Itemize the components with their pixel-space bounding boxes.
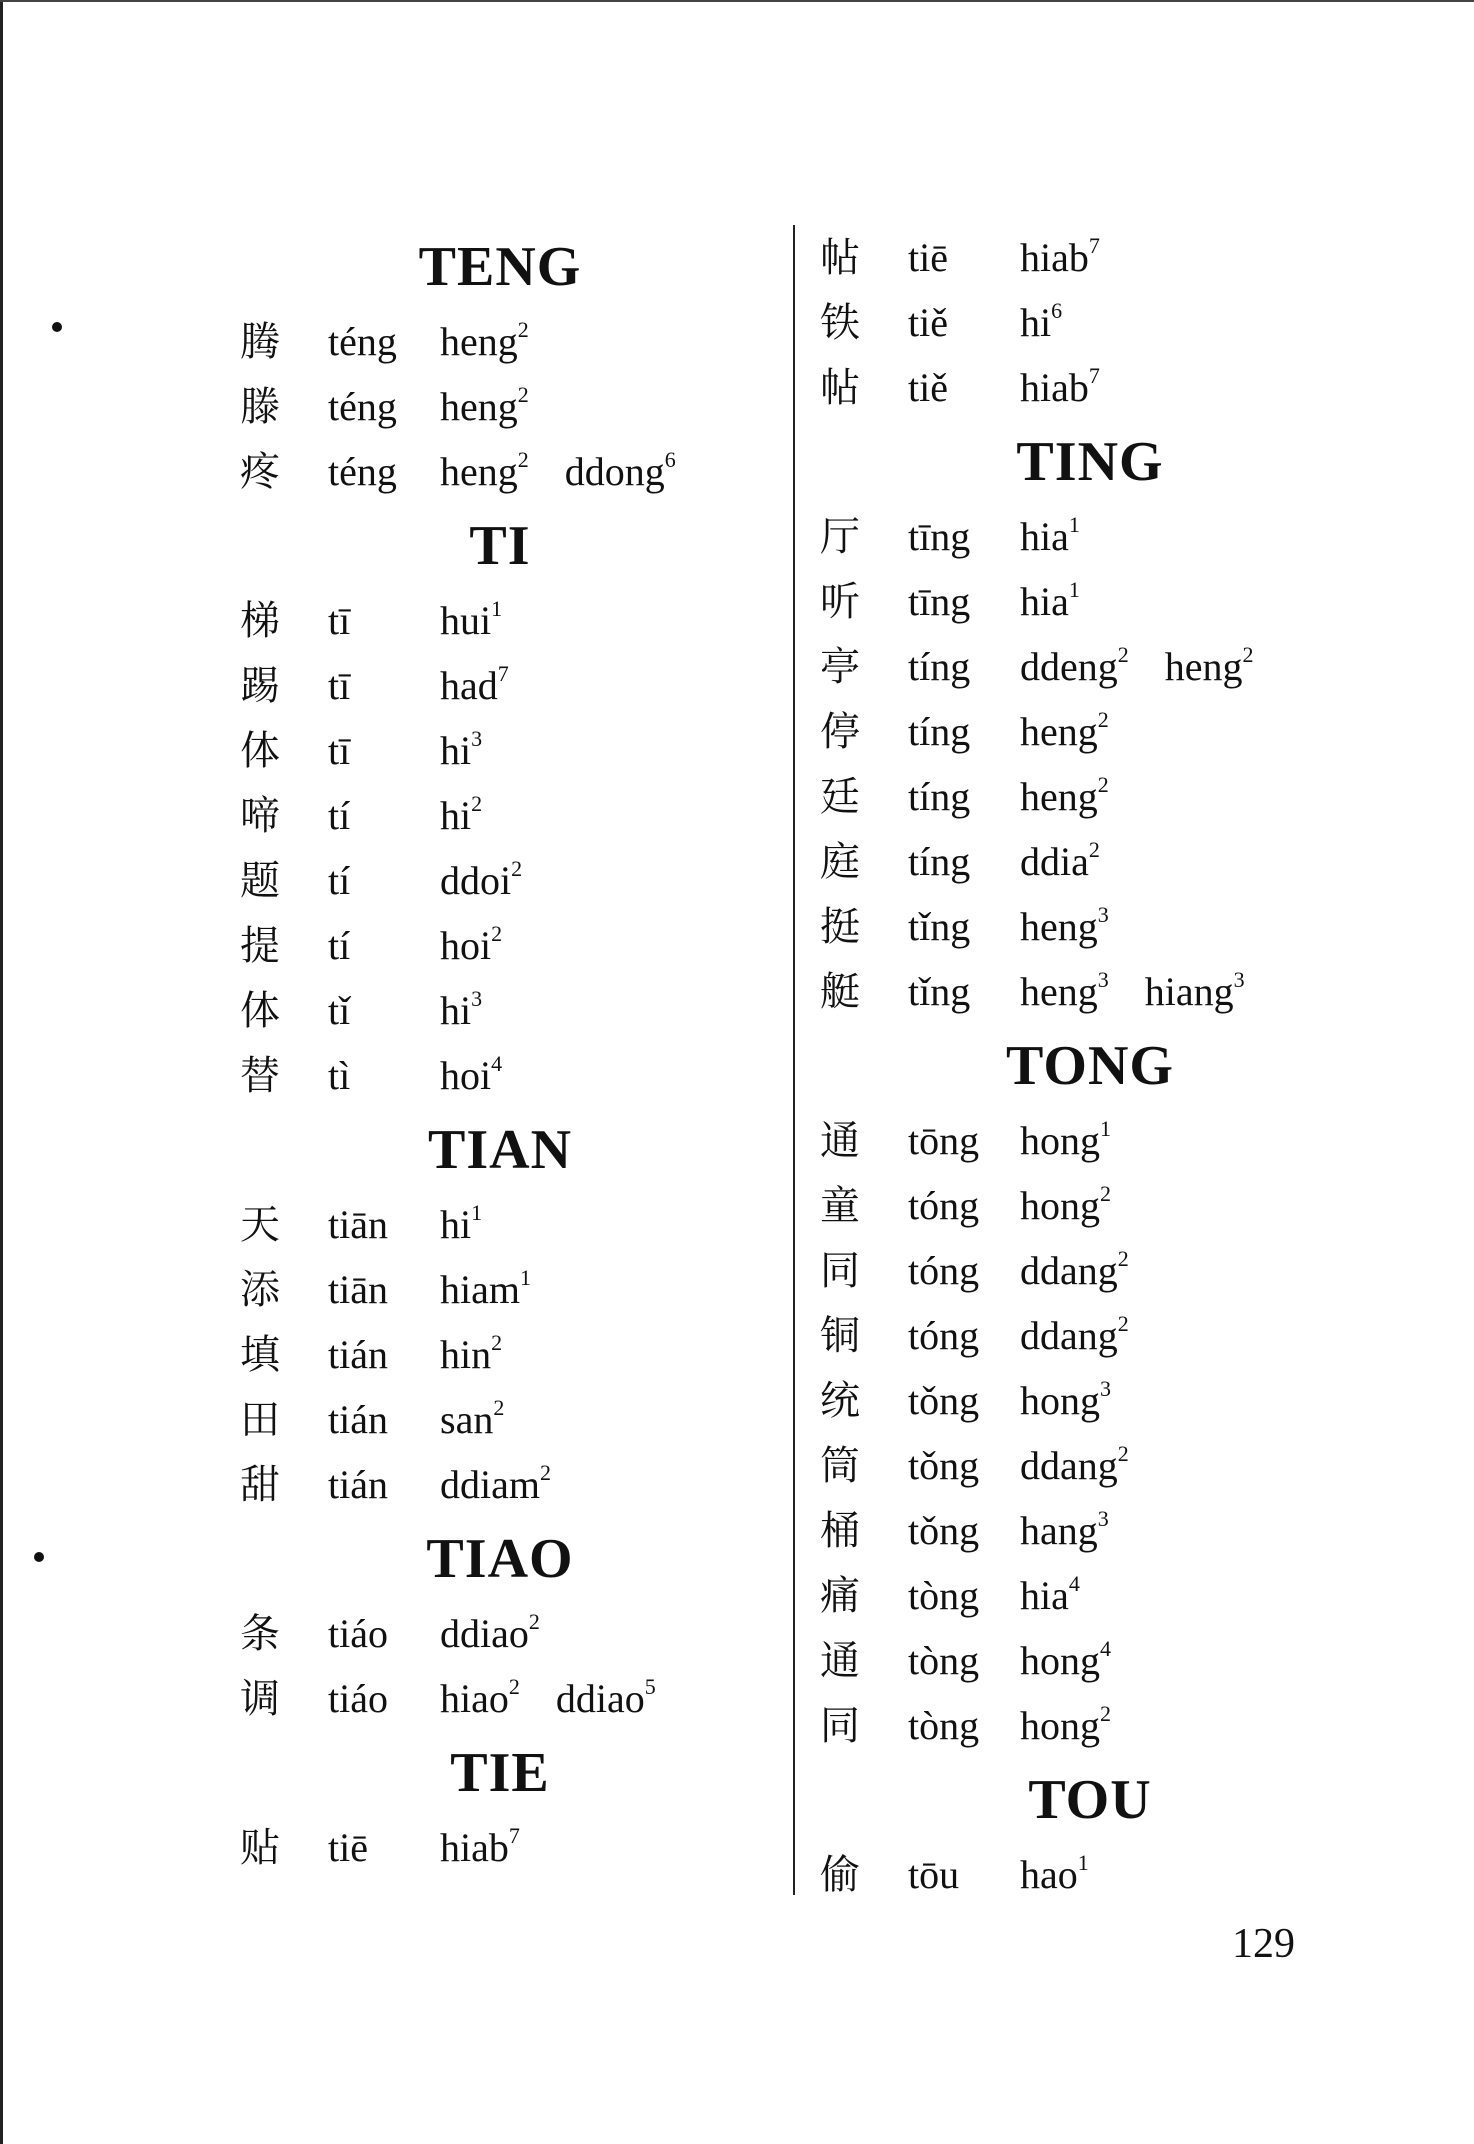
column-divider: [793, 225, 795, 1895]
dialect-reading: [1020, 699, 1109, 764]
tone-number: 2: [517, 382, 529, 407]
dialect-reading: [440, 978, 482, 1043]
dictionary-entry: [820, 1693, 1360, 1758]
dialect-reading: [1020, 1842, 1089, 1907]
dialect-reading: [1020, 225, 1100, 290]
reading-text: hin: [440, 1332, 492, 1377]
hanzi-character: 听: [820, 579, 860, 625]
hanzi-character: 啼: [240, 793, 280, 839]
tone-number: 2: [471, 791, 483, 816]
dialect-reading: [1020, 1498, 1109, 1563]
hanzi-character: 痛: [820, 1573, 860, 1619]
pinyin-reading: tiē: [328, 1825, 368, 1870]
pinyin-reading: tiě: [908, 300, 948, 345]
dialect-reading: [1020, 1693, 1111, 1758]
hanzi-character: 亭: [820, 644, 860, 690]
hanzi-character: 天: [240, 1202, 280, 1248]
dictionary-entry: [240, 913, 760, 978]
dialect-reading: [440, 783, 482, 848]
pinyin-reading: tíng: [908, 709, 971, 754]
section-header: TENG: [418, 236, 582, 298]
dialect-reading: [440, 1452, 551, 1517]
reading-text: hang: [1020, 1508, 1098, 1553]
tone-number: 7: [1088, 233, 1100, 258]
dictionary-entry: [820, 290, 1360, 355]
hanzi-character: 贴: [240, 1825, 280, 1871]
pinyin-reading: tīng: [908, 579, 971, 624]
dictionary-entry: [240, 374, 760, 439]
section-header: TIE: [450, 1742, 550, 1804]
reading-text: had: [440, 663, 498, 708]
dialect-reading: [1020, 569, 1080, 634]
tone-number: 2: [539, 1460, 551, 1485]
dictionary-entry: [820, 1368, 1360, 1433]
tone-number: 4: [1068, 1571, 1080, 1596]
dictionary-entry: [820, 1303, 1360, 1368]
dialect-reading: [1020, 290, 1062, 355]
hanzi-character: 铜: [820, 1313, 860, 1359]
dialect-reading: [440, 1601, 540, 1666]
pinyin-reading: tī: [328, 598, 351, 643]
dictionary-entry: [240, 1815, 760, 1880]
dialect-reading: [440, 913, 502, 978]
tone-number: 2: [511, 856, 523, 881]
pinyin-reading: tiě: [908, 365, 948, 410]
dictionary-entry: [820, 569, 1360, 634]
hanzi-character: 偷: [820, 1852, 860, 1898]
dialect-reading: [440, 1192, 482, 1257]
hanzi-character: 桶: [820, 1508, 860, 1554]
reading-text: hi: [440, 988, 472, 1033]
reading-text: hia: [1020, 1573, 1069, 1618]
left-column: [240, 225, 760, 1880]
dialect-reading: [440, 653, 509, 718]
tone-number: 3: [1233, 967, 1245, 992]
tone-number: 7: [1088, 363, 1100, 388]
pinyin-reading: tǐng: [908, 969, 971, 1014]
hanzi-character: 童: [820, 1183, 860, 1229]
dialect-reading: [440, 588, 502, 653]
dictionary-entry: [240, 1192, 760, 1257]
hanzi-character: 通: [820, 1118, 860, 1164]
reading-text: hi: [1020, 300, 1052, 345]
hanzi-character: 梯: [240, 598, 280, 644]
dialect-reading: [1020, 355, 1100, 420]
pinyin-reading: tī: [328, 728, 351, 773]
tone-number: 1: [1068, 512, 1080, 537]
hanzi-character: 同: [820, 1248, 860, 1294]
reading-text: ddeng: [1020, 644, 1118, 689]
pinyin-reading: tíng: [908, 774, 971, 819]
tone-number: 2: [1117, 1441, 1129, 1466]
dialect-reading: [440, 1815, 520, 1880]
tone-number: 3: [471, 726, 483, 751]
tone-number: 2: [508, 1674, 520, 1699]
reading-text: hong: [1020, 1183, 1100, 1228]
tone-number: 1: [471, 1200, 483, 1225]
pinyin-reading: tǐ: [328, 988, 351, 1033]
pinyin-reading: tòng: [908, 1703, 980, 1748]
dialect-reading: [440, 1387, 504, 1452]
dictionary-entry: [240, 439, 760, 504]
dictionary-entry: [240, 718, 760, 783]
pinyin-reading: téng: [328, 384, 397, 429]
tone-number: 7: [508, 1823, 520, 1848]
dictionary-entry: [820, 699, 1360, 764]
tone-number: 2: [1117, 642, 1129, 667]
dictionary-entry: [240, 1043, 760, 1108]
pinyin-reading: tiē: [908, 235, 948, 280]
dialect-reading: [1020, 1303, 1129, 1368]
hanzi-character: 体: [240, 728, 280, 774]
hanzi-character: 挺: [820, 904, 860, 950]
hanzi-character: 铁: [820, 300, 860, 346]
dictionary-entry: [820, 1238, 1360, 1303]
reading-text: ddiam: [440, 1462, 540, 1507]
pinyin-reading: tián: [328, 1397, 388, 1442]
pinyin-reading: tóng: [908, 1313, 980, 1358]
dialect-reading: [440, 848, 522, 913]
pinyin-reading: tiān: [328, 1202, 388, 1247]
hanzi-character: 通: [820, 1638, 860, 1684]
reading-text: hiao: [440, 1676, 509, 1721]
hanzi-character: 腾: [240, 319, 280, 365]
hanzi-character: 同: [820, 1703, 860, 1749]
dialect-reading: [1020, 634, 1129, 699]
hanzi-character: 疼: [240, 449, 280, 495]
dictionary-entry: [820, 355, 1360, 420]
section-header: TOU: [1028, 1769, 1152, 1831]
hanzi-character: 体: [240, 988, 280, 1034]
dictionary-entry: [820, 504, 1360, 569]
hanzi-character: 提: [240, 923, 280, 969]
tone-number: 3: [471, 986, 483, 1011]
dialect-reading: [440, 1666, 520, 1731]
tone-number: 4: [1100, 1636, 1111, 1661]
section-header: TIAN: [427, 1119, 573, 1181]
reading-text: heng: [1020, 774, 1098, 819]
dialect-reading: [440, 1322, 502, 1387]
reading-text: hiam: [440, 1267, 520, 1312]
pinyin-reading: tōng: [908, 1118, 980, 1163]
pinyin-reading: tōu: [908, 1852, 960, 1897]
tone-number: 6: [1051, 298, 1063, 323]
reading-text: ddang: [1020, 1313, 1118, 1358]
hanzi-character: 廷: [820, 774, 860, 820]
pinyin-reading: tián: [328, 1332, 388, 1377]
dictionary-entry: [240, 588, 760, 653]
reading-text: hong: [1020, 1703, 1100, 1748]
reading-text: hiang: [1144, 969, 1234, 1014]
pinyin-reading: tì: [328, 1053, 351, 1098]
reading-text: heng: [440, 449, 518, 494]
dialect-reading: [1020, 959, 1109, 1024]
dialect-reading: [565, 439, 676, 504]
reading-text: hi: [440, 728, 472, 773]
tone-number: 1: [1100, 1116, 1111, 1141]
reading-text: hia: [1020, 579, 1069, 624]
pinyin-reading: tǐng: [908, 904, 971, 949]
hanzi-character: 条: [240, 1611, 280, 1657]
pinyin-reading: tí: [328, 923, 351, 968]
tone-number: 2: [1088, 837, 1100, 862]
dictionary-entry: [240, 1601, 760, 1666]
hanzi-character: 填: [240, 1332, 280, 1378]
dictionary-entry: [820, 1173, 1360, 1238]
reading-text: ddong: [564, 449, 665, 494]
dictionary-entry: [240, 1387, 760, 1452]
reading-text: hong: [1020, 1638, 1100, 1683]
reading-text: hoi: [440, 1053, 492, 1098]
hanzi-character: 调: [240, 1676, 280, 1722]
pinyin-reading: tiān: [328, 1267, 388, 1312]
tone-number: 6: [664, 447, 676, 472]
reading-text: hiab: [1020, 235, 1089, 280]
reading-text: ddang: [1020, 1248, 1118, 1293]
tone-number: 2: [528, 1609, 540, 1634]
hanzi-character: 停: [820, 709, 860, 755]
dictionary-entry: [240, 1257, 760, 1322]
reading-text: hui: [440, 598, 492, 643]
tone-number: 1: [1068, 577, 1080, 602]
dictionary-entry: [820, 829, 1360, 894]
dialect-reading: [440, 374, 529, 439]
dictionary-entry: [820, 1842, 1360, 1907]
dictionary-entry: [240, 1322, 760, 1387]
dictionary-entry: [820, 1563, 1360, 1628]
reading-text: heng: [1020, 969, 1098, 1014]
dialect-reading: [1145, 959, 1245, 1024]
tone-number: 7: [497, 661, 509, 686]
dialect-reading: [1020, 1433, 1129, 1498]
reading-text: hiab: [440, 1825, 509, 1870]
reading-text: hao: [1020, 1852, 1078, 1897]
hanzi-character: 统: [820, 1378, 860, 1424]
dialect-reading: [1020, 504, 1080, 569]
pinyin-reading: tǒng: [908, 1378, 980, 1423]
reading-text: san: [440, 1397, 494, 1442]
dialect-reading: [1020, 1173, 1111, 1238]
section-header: TI: [469, 515, 531, 577]
reading-text: hong: [1020, 1118, 1100, 1163]
page-edge-left: [0, 0, 3, 2144]
pinyin-reading: tíng: [908, 839, 971, 884]
tone-number: 3: [1097, 902, 1109, 927]
reading-text: heng: [440, 384, 518, 429]
tone-number: 3: [1100, 1376, 1111, 1401]
pinyin-reading: tī: [328, 663, 351, 708]
dictionary-entry: [240, 1666, 760, 1731]
dictionary-entry: [240, 309, 760, 374]
dialect-reading: [1020, 829, 1100, 894]
tone-number: 2: [1097, 772, 1109, 797]
dictionary-entry: [820, 1433, 1360, 1498]
dialect-reading: [1020, 1108, 1111, 1173]
section-header: TING: [1016, 431, 1164, 493]
dictionary-entry: [820, 764, 1360, 829]
hanzi-character: 替: [240, 1053, 280, 1099]
tone-number: 5: [644, 1674, 656, 1699]
reading-text: heng: [1020, 709, 1098, 754]
dictionary-entry: [820, 225, 1360, 290]
dialect-reading: [1020, 764, 1109, 829]
dialect-reading: [1165, 634, 1254, 699]
dictionary-entry: [820, 634, 1360, 699]
pinyin-reading: tiáo: [328, 1676, 388, 1721]
reading-text: hi: [440, 1202, 472, 1247]
hanzi-character: 甜: [240, 1462, 280, 1508]
hanzi-character: 筒: [820, 1443, 860, 1489]
pinyin-reading: tián: [328, 1462, 388, 1507]
dictionary-entry: [820, 1498, 1360, 1563]
section-header: TONG: [1006, 1035, 1174, 1097]
hanzi-character: 田: [240, 1397, 280, 1443]
pinyin-reading: tòng: [908, 1573, 980, 1618]
page-number: 129: [1232, 1921, 1295, 1967]
pinyin-reading: tiáo: [328, 1611, 388, 1656]
dialect-reading: [1020, 1368, 1111, 1433]
tone-number: 2: [491, 1330, 503, 1355]
tone-number: 2: [1097, 707, 1109, 732]
pinyin-reading: tóng: [908, 1183, 980, 1228]
hanzi-character: 艇: [820, 969, 860, 1015]
dictionary-entry: [240, 1452, 760, 1517]
tone-number: 4: [491, 1051, 503, 1076]
dialect-reading: [440, 439, 529, 504]
reading-text: ddia: [1020, 839, 1089, 884]
dictionary-entry: [820, 894, 1360, 959]
pinyin-reading: tòng: [908, 1638, 980, 1683]
pinyin-reading: tīng: [908, 514, 971, 559]
ink-speck: [52, 322, 62, 332]
dictionary-entry: [820, 1628, 1360, 1693]
hanzi-character: 滕: [240, 384, 280, 430]
page-edge-top: [0, 0, 1474, 2]
dictionary-entry: [240, 978, 760, 1043]
dictionary-entry: [240, 848, 760, 913]
hanzi-character: 题: [240, 858, 280, 904]
section-header: TIAO: [426, 1528, 574, 1590]
pinyin-reading: tí: [328, 793, 351, 838]
tone-number: 2: [1100, 1701, 1111, 1726]
reading-text: ddiao: [555, 1676, 645, 1721]
tone-number: 2: [1117, 1311, 1129, 1336]
right-column: [820, 225, 1360, 1907]
dialect-reading: [440, 309, 529, 374]
tone-number: 2: [517, 317, 529, 342]
dictionary-entry: [240, 653, 760, 718]
pinyin-reading: tí: [328, 858, 351, 903]
hanzi-character: 厅: [820, 514, 860, 560]
pinyin-reading: tǒng: [908, 1443, 980, 1488]
tone-number: 2: [1242, 642, 1254, 667]
tone-number: 2: [493, 1395, 505, 1420]
reading-text: heng: [440, 319, 518, 364]
dialect-reading: [1020, 1563, 1080, 1628]
reading-text: hia: [1020, 514, 1069, 559]
dialect-reading: [440, 1257, 531, 1322]
dialect-reading: [440, 1043, 502, 1108]
reading-text: heng: [1020, 904, 1098, 949]
tone-number: 2: [1117, 1246, 1129, 1271]
reading-text: ddiao: [440, 1611, 529, 1656]
tone-number: 2: [517, 447, 529, 472]
reading-text: ddoi: [440, 858, 512, 903]
dialect-reading: [1020, 894, 1109, 959]
hanzi-character: 庭: [820, 839, 860, 885]
tone-number: 3: [1097, 1506, 1109, 1531]
dialect-reading: [1020, 1628, 1111, 1693]
pinyin-reading: téng: [328, 319, 397, 364]
dialect-reading: [440, 718, 482, 783]
reading-text: hiab: [1020, 365, 1089, 410]
pinyin-reading: tíng: [908, 644, 971, 689]
dictionary-entry: [820, 1108, 1360, 1173]
ink-speck: [34, 1552, 44, 1562]
tone-number: 1: [491, 596, 503, 621]
dictionary-entry: [240, 783, 760, 848]
pinyin-reading: tóng: [908, 1248, 980, 1293]
reading-text: ddang: [1020, 1443, 1118, 1488]
tone-number: 1: [519, 1265, 531, 1290]
reading-text: hong: [1020, 1378, 1100, 1423]
dictionary-entry: [820, 959, 1360, 1024]
hanzi-character: 帖: [820, 235, 860, 281]
dialect-reading: [1020, 1238, 1129, 1303]
pinyin-reading: téng: [328, 449, 397, 494]
tone-number: 3: [1097, 967, 1109, 992]
tone-number: 2: [1100, 1181, 1111, 1206]
hanzi-character: 帖: [820, 365, 860, 411]
pinyin-reading: tǒng: [908, 1508, 980, 1553]
reading-text: hoi: [440, 923, 492, 968]
tone-number: 1: [1077, 1850, 1089, 1875]
hanzi-character: 添: [240, 1267, 280, 1313]
reading-text: hi: [440, 793, 472, 838]
hanzi-character: 踢: [240, 663, 280, 709]
reading-text: heng: [1164, 644, 1243, 689]
dialect-reading: [556, 1666, 656, 1731]
tone-number: 2: [491, 921, 503, 946]
